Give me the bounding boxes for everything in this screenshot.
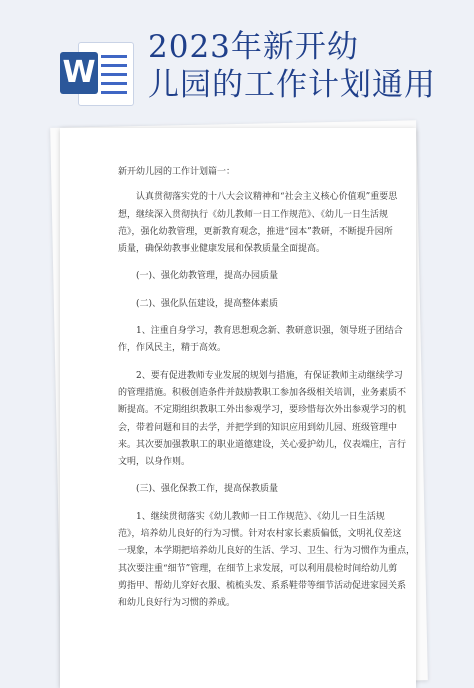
document-line: (三)、强化保教工作，提高保教质量 bbox=[136, 484, 279, 495]
document-line: 会，带着问题和目的去学，并把学到的知识应用到幼儿园、班级管理中 bbox=[118, 422, 398, 433]
document-line: 来。其次要加强教职工的职业道德建设，关心爱护幼儿，仪表端庄，言行 bbox=[118, 439, 407, 450]
document-line: 1、注重自身学习，教育思想观念新、教研意识强，领导班子团结合 bbox=[136, 326, 403, 337]
document-line: 范》，强化幼教管理，更新教育观念，推进“园本”教研，不断提升园所 bbox=[118, 226, 393, 237]
document-line: 认真贯彻落实党的十八大会议精神和“社会主义核心价值观”重要思 bbox=[136, 192, 398, 203]
document-line: 范》，培养幼儿良好的行为习惯。针对农村家长素质偏低，文明礼仪差这 bbox=[118, 529, 402, 540]
document-line: 的管理措施。积极创造条件并鼓励教职工参加各级相关培训，业务素质不 bbox=[118, 387, 407, 398]
document-line: 质量，确保幼教事业健康发展和保教质量全面提高。 bbox=[118, 244, 326, 255]
document-line: 断提高。不定期组织教职工外出参观学习，要珍惜每次外出参观学习的机 bbox=[118, 405, 407, 416]
document-line: 想，继续深入贯彻执行《幼儿教师一日工作规范》、《幼儿一日生活规 bbox=[118, 209, 389, 220]
document-page bbox=[60, 128, 416, 688]
document-line: 文明，以身作则。 bbox=[118, 457, 191, 468]
document-line: 其次要注重“细节”管理，在细节上求发展，可以利用晨检时间给幼儿剪 bbox=[118, 563, 398, 574]
document-line: 一现象，本学期把培养幼儿良好的生活、学习、卫生、行为习惯作为重点， bbox=[118, 546, 416, 557]
document-line: 作，作风民主，精于高效。 bbox=[118, 343, 227, 354]
document-line: 2、要有促进教师专业发展的规划与措施，有保证教师主动继续学习 bbox=[136, 370, 403, 381]
document-body bbox=[118, 164, 416, 613]
document-line: 1、继续贯彻落实《幼儿教师一日工作规范》、《幼儿一日生活规 bbox=[136, 511, 385, 522]
document-line: (二)、强化队伍建设，提高整体素质 bbox=[136, 298, 279, 309]
word-letter-badge: W bbox=[60, 52, 98, 94]
document-line: 剪指甲、帮幼儿穿好衣服、梳梳头发、系系鞋带等细节活动促进家园关系 bbox=[118, 580, 407, 591]
document-line: (一)、强化幼教管理，提高办园质量 bbox=[136, 271, 279, 282]
document-line: 和幼儿良好行为习惯的养成。 bbox=[118, 598, 236, 609]
title-line-2: 儿园的工作计划通用 bbox=[148, 67, 436, 103]
word-doc-icon bbox=[60, 42, 132, 104]
title-line-1: 2023年新开幼 bbox=[148, 29, 359, 65]
page-title bbox=[148, 28, 458, 104]
document-heading: 新开幼儿园的工作计划篇一： bbox=[118, 167, 236, 177]
header-banner bbox=[0, 0, 474, 120]
